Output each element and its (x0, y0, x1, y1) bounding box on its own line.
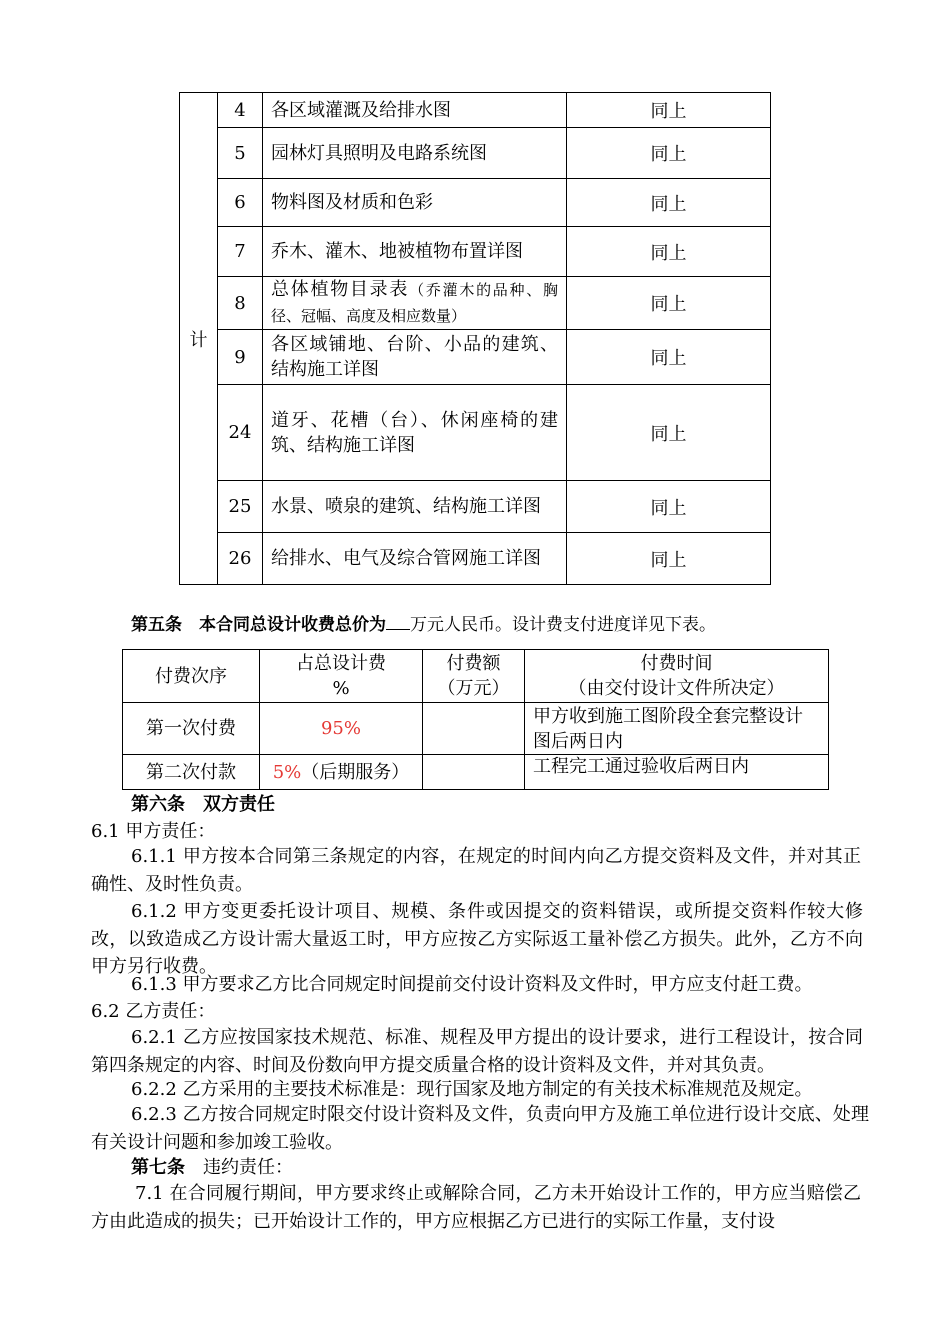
clause-5 (131, 613, 716, 637)
payment-order: 第二次付款 (123, 755, 260, 790)
header-percent (260, 650, 423, 703)
table-row (180, 385, 771, 481)
row-number: 24 (218, 385, 263, 481)
table-row (180, 481, 771, 533)
row-number: 5 (218, 128, 263, 179)
section-6-title: 第六条 双方责任 (131, 794, 275, 815)
drawing-name: 乔木、灌木、地被植物布置详图 (263, 227, 567, 277)
table-row (180, 179, 771, 227)
drawing-name-main: 总体植物目录表 (271, 279, 410, 300)
drawing-name: 物料图及材质和色彩 (263, 179, 567, 227)
section-7-title: 第七条 (131, 1157, 185, 1178)
table-row (180, 533, 771, 585)
drawing-requirement: 同上 (567, 227, 771, 277)
drawing-requirement: 同上 (567, 330, 771, 385)
payment-amount (423, 755, 525, 790)
paragraph-6-1-1: 6.1.1 甲方按本合同第三条规定的内容，在规定的时间内向乙方提交资料及文件，并对其正确性、及时性负责。 (91, 846, 861, 895)
drawing-name: 园林灯具照明及电路系统图 (263, 128, 567, 179)
drawing-name-note: （乔灌木的品种、胸径、冠幅、高度及相应数量） (271, 281, 558, 325)
drawing-requirement: 同上 (567, 481, 771, 533)
header-time-line2: （由交付设计文件所决定） (568, 678, 785, 699)
row-number: 9 (218, 330, 263, 385)
payment-time: 工程完工通过验收后两日内 (525, 755, 829, 790)
header-amount-line2: （万元） (437, 678, 510, 699)
drawing-name: 给排水、电气及综合管网施工详图 (263, 533, 567, 585)
header-amount (423, 650, 525, 703)
category-cell: 计 (180, 93, 218, 585)
table-row (180, 277, 771, 330)
payment-amount (423, 703, 525, 755)
drawing-name: 道牙、花槽（台）、休闲座椅的建筑、结构施工详图 (263, 385, 567, 481)
paragraph-6-1-3: 6.1.3 甲方要求乙方比合同规定时间提前交付设计资料及文件时，甲方应支付赶工费。 (131, 974, 813, 995)
header-order: 付费次序 (123, 650, 260, 703)
section-6-2-heading: 6.2 乙方责任： (91, 1001, 216, 1022)
payment-percent (260, 755, 423, 790)
section-7-title-line (131, 1154, 293, 1181)
header-percent-line2: % (332, 678, 350, 699)
payment-schedule-table (122, 649, 829, 790)
table-row (123, 755, 829, 790)
paragraph-7-1: 7.1 在合同履行期间，甲方要求终止或解除合同，乙方未开始设计工作的，甲方应当赔偿乙方由此造成的损失；已开始设计工作的，甲方应根据乙方已进行的实际工作量，支付设 (91, 1183, 861, 1232)
paragraph-6-2-2: 6.2.2 乙方采用的主要技术标准是：现行国家及地方制定的有关技术标准规范及规定。 (131, 1079, 813, 1100)
drawing-name: 水景、喷泉的建筑、结构施工详图 (263, 481, 567, 533)
payment-order: 第一次付费 (123, 703, 260, 755)
drawing-requirement: 同上 (567, 533, 771, 585)
payment-percent-value: 5% (272, 761, 302, 783)
section-7-title-rest: 违约责任： (203, 1157, 293, 1178)
drawing-requirement: 同上 (567, 385, 771, 481)
drawing-list-table (179, 92, 771, 585)
table-row (180, 330, 771, 385)
table-row (123, 703, 829, 755)
header-amount-line1: 付费额 (446, 653, 501, 674)
drawing-name: 各区域灌溉及给排水图 (263, 93, 567, 128)
header-percent-line1: 占总设计费 (296, 653, 386, 674)
drawing-requirement: 同上 (567, 277, 771, 330)
paragraph-6-2-3: 6.2.3 乙方按合同规定时限交付设计资料及文件，负责向甲方及施工单位进行设计交底、处理有关设计问题和参加竣工验收。 (91, 1104, 869, 1153)
row-number: 6 (218, 179, 263, 227)
drawing-name (263, 277, 567, 330)
payment-percent-note: （后期服务） (301, 761, 410, 783)
drawing-name: 各区域铺地、台阶、小品的建筑、结构施工详图 (263, 330, 567, 385)
table-row (180, 227, 771, 277)
section-6-1-heading: 6.1 甲方责任： (91, 821, 216, 842)
clause-5-heading: 第五条 本合同总设计收费总价为 (131, 615, 386, 635)
fee-blank (386, 613, 410, 630)
payment-percent: 95% (260, 703, 423, 755)
payment-time: 甲方收到施工图阶段全套完整设计图后两日内 (525, 703, 829, 755)
clause-5-text: 万元人民币。设计费支付进度详见下表。 (410, 615, 716, 635)
paragraph-6-2-1: 6.2.1 乙方应按国家技术规范、标准、规程及甲方提出的设计要求，进行工程设计，按合同第四条规定的内容、时间及份数向甲方提交质量合格的设计资料及文件，并对其负责。 (91, 1027, 863, 1076)
paragraph-6-1-2: 6.1.2 甲方变更委托设计项目、规模、条件或因提交的资料错误，或所提交资料作较大修改，以致造成乙方设计需大量返工时，甲方应按乙方实际返工量补偿乙方损失。此外，乙方不向甲方另行收费。 (91, 901, 863, 977)
drawing-requirement: 同上 (567, 179, 771, 227)
drawing-requirement: 同上 (567, 128, 771, 179)
drawing-requirement: 同上 (567, 93, 771, 128)
row-number: 26 (218, 533, 263, 585)
row-number: 7 (218, 227, 263, 277)
row-number: 4 (218, 93, 263, 128)
table-row (180, 128, 771, 179)
table-row (180, 93, 771, 128)
row-number: 8 (218, 277, 263, 330)
row-number: 25 (218, 481, 263, 533)
table-header-row (123, 650, 829, 703)
header-time (525, 650, 829, 703)
header-time-line1: 付费时间 (640, 653, 713, 674)
